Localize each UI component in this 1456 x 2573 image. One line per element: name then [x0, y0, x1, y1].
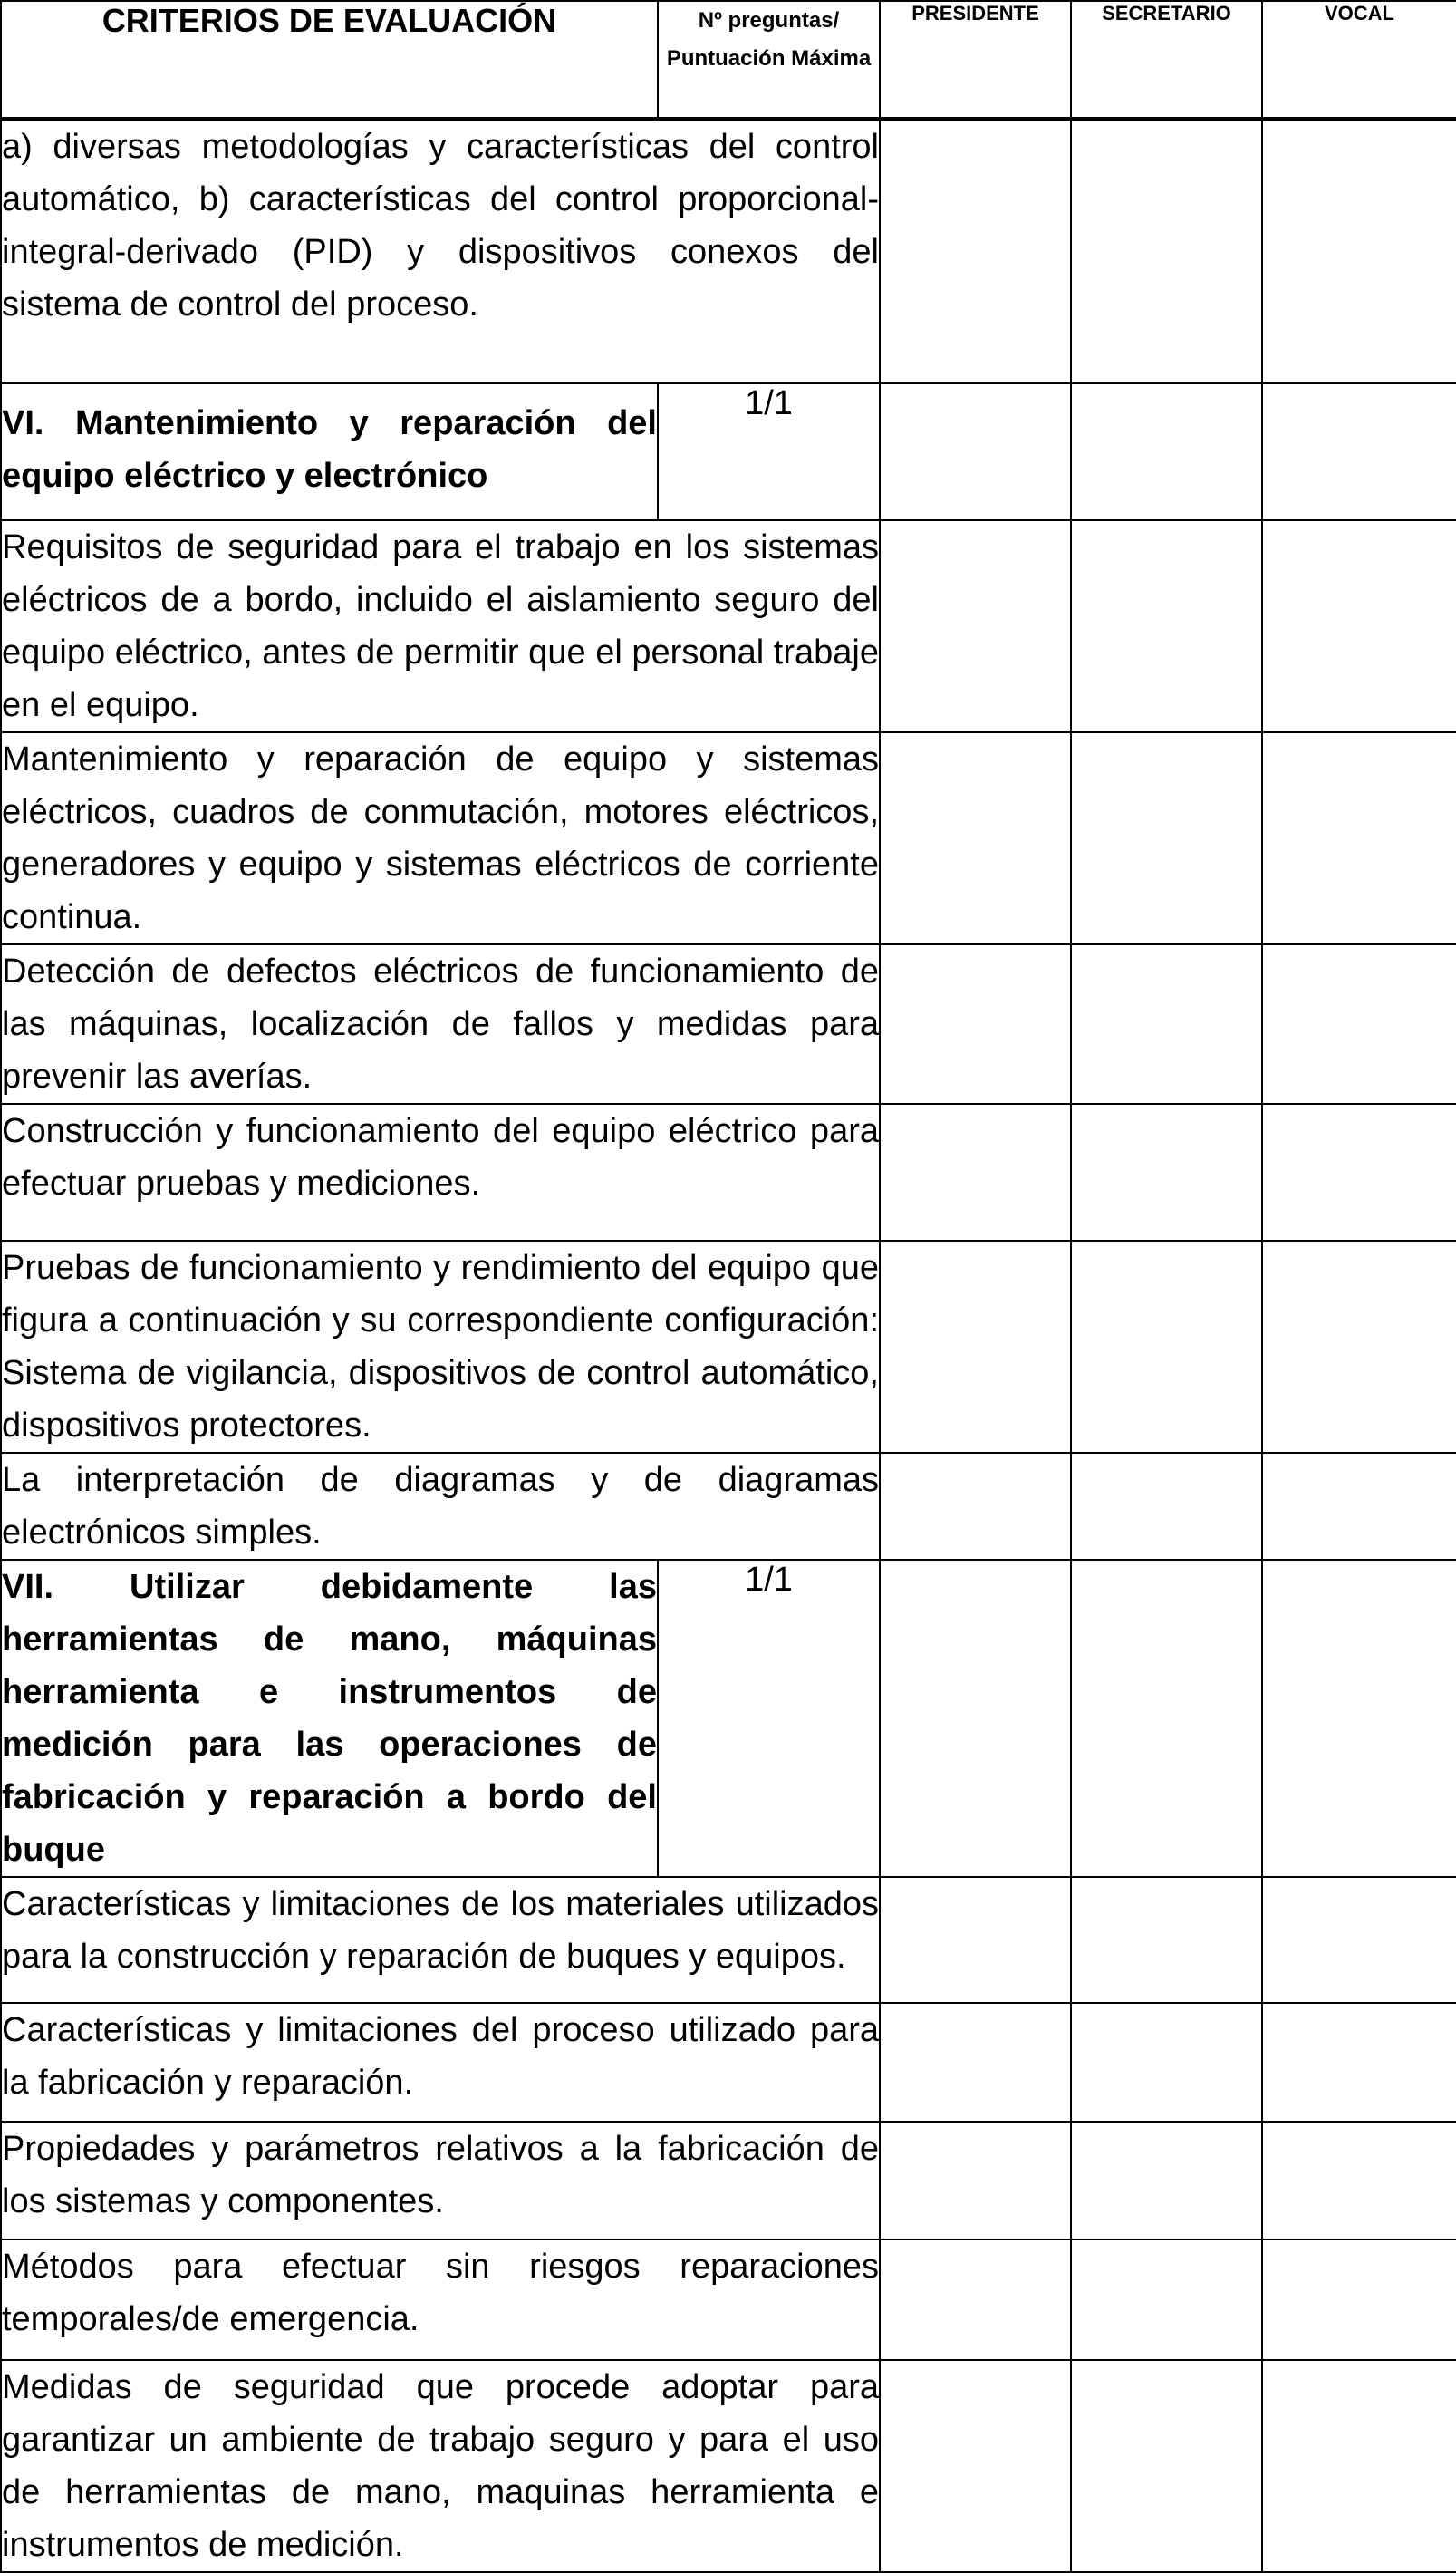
criterion-row: [1, 2360, 1456, 2572]
secretary-score-cell[interactable]: [1071, 1560, 1262, 1877]
criterion-row: [1, 1877, 1456, 2003]
member-score-cell[interactable]: [1262, 1453, 1456, 1560]
criterion-text: Detección de defectos eléctricos de funcionamiento de las máquinas, localización de fallos y medidas para prevenir las averías.: [1, 944, 880, 1104]
criterion-row: [1, 2003, 1456, 2122]
president-score-cell[interactable]: [880, 2003, 1071, 2122]
criterion-text: Requisitos de seguridad para el trabajo en los sistemas eléctricos de a bordo, incluido el aislamiento seguro del equipo eléctrico, antes de permitir que el personal trabaje en el equipo.: [1, 520, 880, 732]
section-row: [1, 383, 1456, 520]
secretary-score-cell[interactable]: [1071, 1104, 1262, 1241]
criterion-row: [1, 1241, 1456, 1453]
president-score-cell[interactable]: [880, 520, 1071, 732]
criterion-row: [1, 2122, 1456, 2239]
criterion-text: Características y limitaciones del proceso utilizado para la fabricación y reparación.: [1, 2003, 880, 2122]
president-score-cell[interactable]: [880, 2360, 1071, 2572]
section-title: VI. Mantenimiento y reparación del equipo eléctrico y electrónico: [1, 383, 658, 520]
member-score-cell[interactable]: [1262, 1241, 1456, 1453]
president-score-cell[interactable]: [880, 1241, 1071, 1453]
secretary-score-cell[interactable]: [1071, 2003, 1262, 2122]
secretary-column-header: SECRETARIO: [1071, 1, 1262, 119]
points-column-header: Nº preguntas/ Puntuación Máxima: [658, 1, 880, 119]
criterion-row: [1, 732, 1456, 944]
member-score-cell[interactable]: [1262, 732, 1456, 944]
secretary-score-cell[interactable]: [1071, 2122, 1262, 2239]
criteria-column-header: CRITERIOS DE EVALUACIÓN: [1, 1, 658, 119]
secretary-score-cell[interactable]: [1071, 732, 1262, 944]
member-score-cell[interactable]: [1262, 1877, 1456, 2003]
president-score-cell[interactable]: [880, 1560, 1071, 1877]
criterion-row: [1, 1453, 1456, 1560]
president-score-cell[interactable]: [880, 2122, 1071, 2239]
criterion-row: [1, 944, 1456, 1104]
president-column-header: PRESIDENTE: [880, 1, 1071, 119]
president-score-cell[interactable]: [880, 1877, 1071, 2003]
criterion-row: [1, 119, 1456, 383]
secretary-score-cell[interactable]: [1071, 383, 1262, 520]
member-score-cell[interactable]: [1262, 2239, 1456, 2360]
criterion-text: Construcción y funcionamiento del equipo eléctrico para efectuar pruebas y mediciones.: [1, 1104, 880, 1241]
criterion-row: [1, 1104, 1456, 1241]
criterion-text: Propiedades y parámetros relativos a la fabricación de los sistemas y componentes.: [1, 2122, 880, 2239]
member-score-cell[interactable]: [1262, 2003, 1456, 2122]
secretary-score-cell[interactable]: [1071, 944, 1262, 1104]
president-score-cell[interactable]: [880, 944, 1071, 1104]
member-score-cell[interactable]: [1262, 1560, 1456, 1877]
president-score-cell[interactable]: [880, 383, 1071, 520]
criterion-row: [1, 520, 1456, 732]
president-score-cell[interactable]: [880, 1104, 1071, 1241]
president-score-cell[interactable]: [880, 119, 1071, 383]
criterion-text: Métodos para efectuar sin riesgos reparaciones temporales/de emergencia.: [1, 2239, 880, 2360]
secretary-score-cell[interactable]: [1071, 2239, 1262, 2360]
criterion-text: Medidas de seguridad que procede adoptar para garantizar un ambiente de trabajo seguro y para el uso de herramientas de mano, maquinas herramienta e instrumentos de medición.: [1, 2360, 880, 2572]
section-max-points: 1/1: [658, 1560, 880, 1877]
secretary-score-cell[interactable]: [1071, 520, 1262, 732]
secretary-score-cell[interactable]: [1071, 1877, 1262, 2003]
member-score-cell[interactable]: [1262, 1104, 1456, 1241]
member-score-cell[interactable]: [1262, 944, 1456, 1104]
criterion-text: Características y limitaciones de los materiales utilizados para la construcción y reparación de buques y equipos.: [1, 1877, 880, 2003]
criterion-text: Pruebas de funcionamiento y rendimiento del equipo que figura a continuación y su correspondiente configuración: Sistema de vigilancia, dispositivos de control automático, dispositivos protectores.: [1, 1241, 880, 1453]
member-score-cell[interactable]: [1262, 2122, 1456, 2239]
member-score-cell[interactable]: [1262, 2360, 1456, 2572]
table-header-row: [1, 1, 1456, 119]
section-title: VII. Utilizar debidamente las herramientas de mano, máquinas herramienta e instrumentos de medición para las operaciones de fabricación y reparación a bordo del buque: [1, 1560, 658, 1877]
secretary-score-cell[interactable]: [1071, 1453, 1262, 1560]
secretary-score-cell[interactable]: [1071, 119, 1262, 383]
president-score-cell[interactable]: [880, 732, 1071, 944]
member-score-cell[interactable]: [1262, 383, 1456, 520]
section-row: [1, 1560, 1456, 1877]
criterion-text: La interpretación de diagramas y de diagramas electrónicos simples.: [1, 1453, 880, 1560]
member-score-cell[interactable]: [1262, 119, 1456, 383]
member-column-header: VOCAL: [1262, 1, 1456, 119]
section-max-points: 1/1: [658, 383, 880, 520]
president-score-cell[interactable]: [880, 1453, 1071, 1560]
criterion-row: [1, 2239, 1456, 2360]
criterion-text: Mantenimiento y reparación de equipo y sistemas eléctricos, cuadros de conmutación, motores eléctricos, generadores y equipo y sistemas eléctricos de corriente continua.: [1, 732, 880, 944]
member-score-cell[interactable]: [1262, 520, 1456, 732]
president-score-cell[interactable]: [880, 2239, 1071, 2360]
secretary-score-cell[interactable]: [1071, 2360, 1262, 2572]
secretary-score-cell[interactable]: [1071, 1241, 1262, 1453]
criterion-text: a) diversas metodologías y características del control automático, b) características del control proporcional-integral-derivado (PID) y dispositivos conexos del sistema de control del proceso.: [1, 119, 880, 383]
